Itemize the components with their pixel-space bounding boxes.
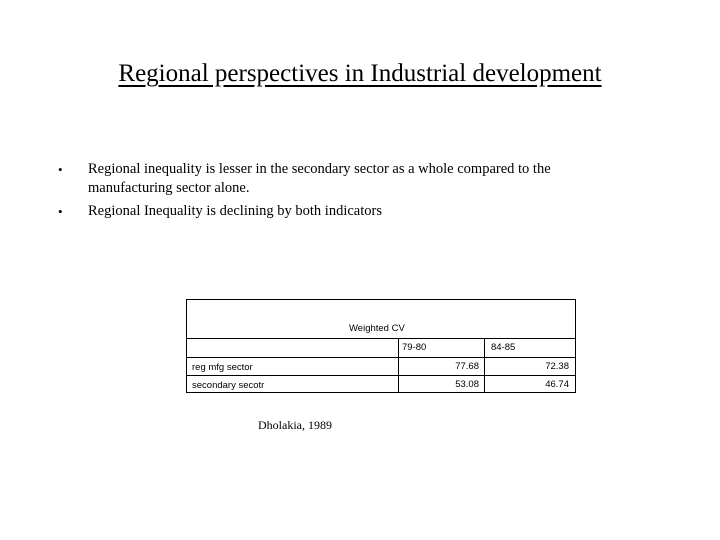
column-header: 84-85 bbox=[491, 342, 516, 353]
bullet-icon: • bbox=[58, 162, 63, 177]
table-header: Weighted CV bbox=[349, 323, 405, 334]
row-label: reg mfg sector bbox=[192, 362, 253, 373]
column-header: 79-80 bbox=[402, 342, 427, 353]
table-cell: 72.38 bbox=[545, 361, 569, 372]
bullet-text: Regional inequality is lesser in the secondary sector as a whole compared to the manufacturing sector alone. bbox=[88, 161, 551, 196]
row-label: secondary secotr bbox=[192, 380, 265, 391]
table-border-right bbox=[575, 299, 576, 393]
header-separator bbox=[186, 338, 576, 339]
table-border-bottom bbox=[186, 392, 576, 393]
bullet-list bbox=[58, 160, 618, 225]
table-cell: 53.08 bbox=[455, 379, 479, 390]
row-separator-2 bbox=[186, 375, 576, 376]
bullet-item bbox=[58, 160, 618, 198]
row-separator-1 bbox=[186, 357, 576, 358]
table-border-top bbox=[186, 299, 576, 300]
slide-title: Regional perspectives in Industrial development bbox=[118, 60, 602, 87]
table-border-left bbox=[186, 299, 187, 393]
bullet-item bbox=[58, 202, 618, 221]
weighted-cv-table bbox=[186, 299, 576, 393]
table-cell: 46.74 bbox=[545, 379, 569, 390]
bullet-text: Regional Inequality is declining by both indicators bbox=[88, 203, 382, 219]
source-citation: Dholakia, 1989 bbox=[258, 418, 332, 432]
table-cell: 77.68 bbox=[455, 361, 479, 372]
bullet-icon: • bbox=[58, 204, 63, 219]
